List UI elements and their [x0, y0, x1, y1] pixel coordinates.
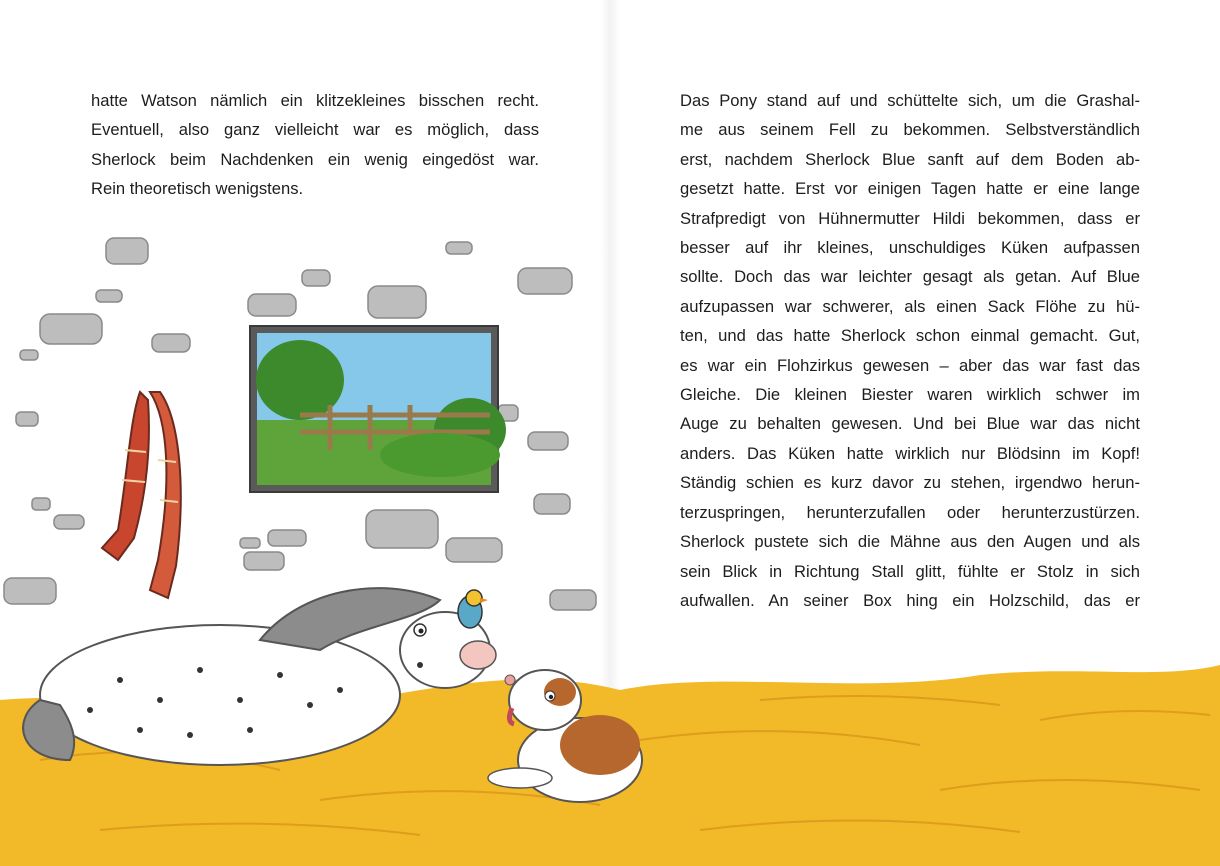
text-line: sollte. Doch das war leichter gesagt als getan. Auf Blue: [680, 267, 1140, 287]
text-line: Sherlock pustete sich die Mähne aus den Augen und als: [680, 532, 1140, 552]
scarf: [102, 392, 181, 598]
text-line: Gleiche. Die kleinen Biester waren wirklich schwer im: [680, 385, 1140, 405]
text-line: Ständig schien es kurz davor zu stehen, irgendwo herun-: [680, 473, 1140, 493]
text-line: besser auf ihr kleines, unschuldiges Küken aufpassen: [680, 238, 1140, 258]
text-line: aufzupassen war schwerer, als einen Sack Flöhe zu hü-: [680, 296, 1140, 316]
text-line: me aus seinem Fell zu bekommen. Selbstverständlich: [680, 120, 1140, 140]
text-line: Das Pony stand auf und schüttelte sich, um die Grashal-: [680, 91, 1140, 110]
text-line: Sherlock beim Nachdenken ein wenig eingedöst war.: [91, 149, 539, 169]
text-line: anders. Das Küken hatte wirklich nur Blödsinn im Kopf!: [680, 443, 1140, 463]
text-line: erst, nachdem Sherlock Blue sanft auf dem Boden ab-: [680, 149, 1140, 169]
text-line: gesetzt hatte. Erst vor einigen Tagen hatte er eine lange: [680, 179, 1140, 199]
text-line: Rein theoretisch wenigstens.: [91, 179, 304, 199]
text-line: Eventuell, also ganz vielleicht war es möglich, dass: [91, 120, 539, 140]
text-line: terzuspringen, herunterzufallen oder herunterzustürzen.: [680, 502, 1140, 522]
chick: [458, 590, 488, 628]
text-line: hatte Watson nämlich ein klitzekleines bisschen recht.: [91, 91, 539, 110]
window: [250, 326, 506, 492]
text-line: es war ein Flohzirkus gewesen – aber das war fast das: [680, 355, 1140, 375]
right-page-text: [680, 86, 1140, 615]
text-line: ten, und das hatte Sherlock schon einmal gemacht. Gut,: [680, 326, 1140, 346]
text-line: Auge zu behalten gewesen. Und bei Blue war das nicht: [680, 414, 1140, 434]
text-line: Strafpredigt von Hühnermutter Hildi bekommen, dass er: [680, 208, 1140, 228]
right-page: [610, 0, 1220, 866]
text-line: aufwallen. An seiner Box hing ein Holzschild, das er: [680, 590, 1140, 610]
text-line: sein Blick in Richtung Stall glitt, fühlte er Stolz in sich: [680, 561, 1140, 581]
